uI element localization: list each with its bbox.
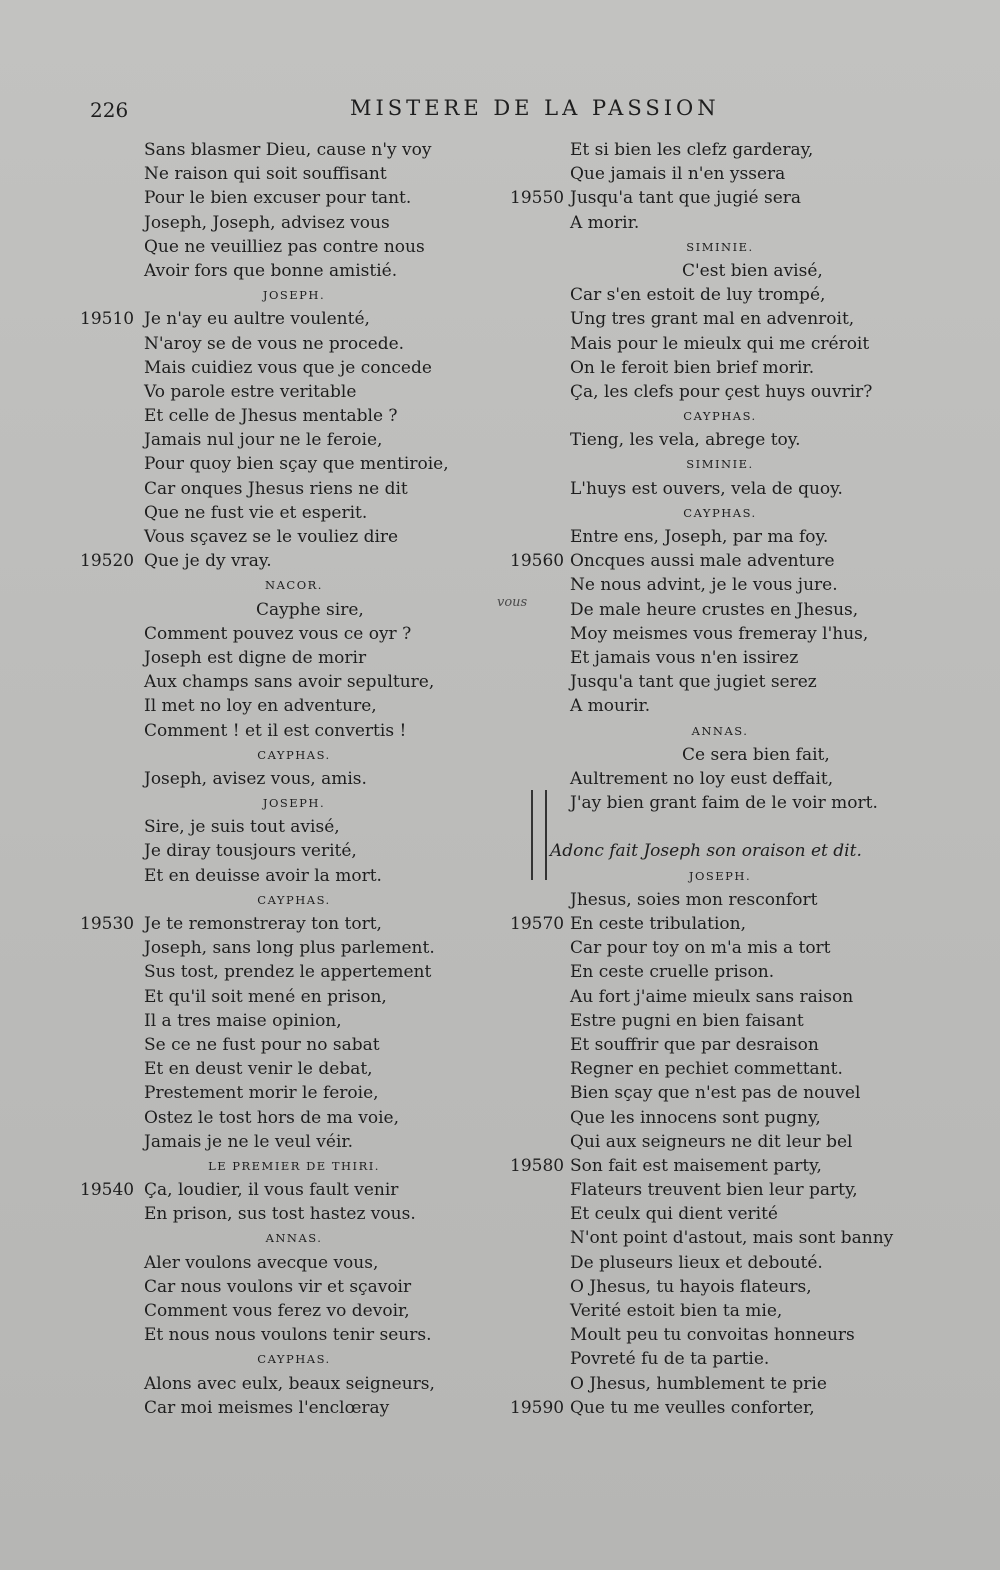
speaker-line xyxy=(80,283,460,307)
verse-line xyxy=(510,598,910,622)
verse-text: Jamais je ne le veul véir. xyxy=(144,1131,354,1152)
verse-line xyxy=(80,452,460,476)
verse-line xyxy=(510,428,910,452)
verse-text: Estre pugni en bien faisant xyxy=(570,1010,804,1031)
verse-line xyxy=(510,332,910,356)
verse-text: On le feroit bien brief morir. xyxy=(570,357,815,378)
verse-text: Joseph, sans long plus parlement. xyxy=(144,938,435,959)
stage-direction xyxy=(510,839,910,863)
verse-text: Et ceulx qui dient verité xyxy=(570,1204,778,1225)
line-number: 19580 xyxy=(510,1155,565,1176)
speaker-line xyxy=(510,501,910,525)
speaker-line xyxy=(80,573,460,597)
verse-text: A mourir. xyxy=(570,696,651,717)
speaker-name: JOSEPH. xyxy=(688,868,752,883)
speaker-name: LE PREMIER DE THIRI. xyxy=(208,1158,380,1173)
verse-text: Et jamais vous n'en issirez xyxy=(570,647,799,668)
verse-line xyxy=(80,186,460,210)
verse-text: Car onques Jhesus riens ne dit xyxy=(144,478,408,499)
verse-line xyxy=(80,1372,460,1396)
verse-line xyxy=(80,356,460,380)
verse-text: Et souffrir que par desraison xyxy=(570,1034,819,1055)
verse-text: Joseph est digne de morir xyxy=(144,647,367,668)
verse-text: Et en deust venir le debat, xyxy=(144,1059,373,1080)
verse-text: Joseph, Joseph, advisez vous xyxy=(144,212,390,233)
verse-text: Pour quoy bien sçay que mentiroie, xyxy=(144,454,449,475)
verse-text: Que ne fust vie et esperit. xyxy=(144,502,368,523)
left-column xyxy=(80,138,460,1420)
verse-text: Mais pour le mieulx qui me créroit xyxy=(570,333,870,354)
speaker-name: SIMINIE. xyxy=(686,457,754,472)
verse-line xyxy=(510,259,910,283)
speaker-name: CAYPHAS. xyxy=(683,409,757,424)
verse-line xyxy=(510,1347,910,1371)
verse-line xyxy=(510,1081,910,1105)
verse-text: Sus tost, prendez le appertement xyxy=(144,962,432,983)
verse-text: Sans blasmer Dieu, cause n'y voy xyxy=(144,140,432,160)
margin-bracket xyxy=(545,790,547,880)
verse-line xyxy=(80,622,460,646)
verse-text: Que tu me veulles conforter, xyxy=(570,1397,815,1418)
verse-text: A morir. xyxy=(570,212,640,233)
verse-line xyxy=(80,235,460,259)
verse-line xyxy=(80,501,460,525)
verse-line xyxy=(80,1106,460,1130)
verse-line xyxy=(80,912,460,936)
verse-line xyxy=(80,1396,460,1420)
verse-text: L'huys est ouvers, vela de quoy. xyxy=(570,478,843,499)
verse-line xyxy=(80,1130,460,1154)
verse-text: Jhesus, soies mon resconfort xyxy=(570,889,818,910)
verse-text: Oncques aussi male adventure xyxy=(570,551,835,572)
verse-line xyxy=(80,404,460,428)
speaker-line xyxy=(80,1226,460,1250)
verse-line xyxy=(80,1057,460,1081)
verse-text: De pluseurs lieux et debouté. xyxy=(570,1252,823,1273)
speaker-name: SIMINIE. xyxy=(686,239,754,254)
speaker-name: CAYPHAS. xyxy=(257,1352,331,1367)
verse-line xyxy=(510,477,910,501)
verse-text: Moy meismes vous fremeray l'hus, xyxy=(570,623,869,644)
verse-text: Pour le bien excuser pour tant. xyxy=(144,188,412,209)
verse-text: Sire, je suis tout avisé, xyxy=(144,817,340,838)
verse-line xyxy=(510,1275,910,1299)
verse-line xyxy=(510,138,910,162)
verse-line xyxy=(510,162,910,186)
verse-line xyxy=(80,307,460,331)
verse-text: Tieng, les vela, abrege toy. xyxy=(570,430,801,451)
verse-text: Car moi meismes l'enclœray xyxy=(144,1397,390,1418)
verse-text: Vous sçavez se le vouliez dire xyxy=(144,527,399,547)
verse-line xyxy=(80,985,460,1009)
line-number: 19570 xyxy=(510,914,565,934)
margin-annotation: vous xyxy=(497,595,528,610)
verse-line xyxy=(510,1372,910,1396)
verse-text: Je diray tousjours verité, xyxy=(144,841,357,862)
verse-text: Avoir fors que bonne amistié. xyxy=(144,260,398,281)
verse-text: Prestement morir le feroie, xyxy=(144,1083,379,1104)
verse-text: Vo parole estre veritable xyxy=(144,381,357,402)
speaker-line xyxy=(80,743,460,767)
verse-line xyxy=(80,694,460,718)
speaker-line xyxy=(80,888,460,912)
line-number: 19560 xyxy=(510,551,565,572)
verse-line xyxy=(80,839,460,863)
verse-line xyxy=(80,477,460,501)
verse-line xyxy=(80,670,460,694)
verse-line xyxy=(510,743,910,767)
verse-line xyxy=(80,1202,460,1226)
verse-line xyxy=(510,1154,910,1178)
verse-line xyxy=(80,1009,460,1033)
running-title: MISTERE DE LA PASSION xyxy=(350,96,720,120)
verse-text: Et nous nous voulons tenir seurs. xyxy=(144,1325,432,1346)
verse-line xyxy=(510,1057,910,1081)
verse-line xyxy=(510,1106,910,1130)
verse-line xyxy=(510,549,910,573)
verse-text: Comment vous ferez vo devoir, xyxy=(144,1301,410,1321)
verse-text: De male heure crustes en Jhesus, xyxy=(570,599,859,620)
verse-line xyxy=(510,694,910,718)
verse-text: Je n'ay eu aultre voulenté, xyxy=(144,309,370,330)
speaker-name: CAYPHAS. xyxy=(683,505,757,520)
verse-line xyxy=(80,162,460,186)
verse-line xyxy=(510,888,910,912)
speaker-line xyxy=(80,1154,460,1178)
verse-line xyxy=(510,985,910,1009)
verse-line xyxy=(80,1323,460,1347)
verse-text: Aultrement no loy eust deffait, xyxy=(570,768,834,789)
verse-line xyxy=(80,259,460,283)
verse-text: Il a tres maise opinion, xyxy=(144,1010,342,1031)
verse-text: Bien sçay que n'est pas de nouvel xyxy=(570,1083,861,1104)
speaker-line xyxy=(510,719,910,743)
speaker-line xyxy=(510,235,910,259)
verse-line xyxy=(80,864,460,888)
verse-text: Que jamais il n'en yssera xyxy=(570,164,786,185)
margin-bracket xyxy=(531,790,533,880)
speaker-name: JOSEPH. xyxy=(262,796,326,811)
line-number: 19550 xyxy=(510,188,565,209)
line-number: 19590 xyxy=(510,1397,565,1418)
verse-text: Il met no loy en adventure, xyxy=(144,696,377,717)
verse-text: Aler voulons avecque vous, xyxy=(144,1252,379,1273)
verse-text: Et qu'il soit mené en prison, xyxy=(144,986,387,1007)
line-number: 19510 xyxy=(80,309,135,330)
verse-text: Mais cuidiez vous que je concede xyxy=(144,357,432,378)
speaker-name: CAYPHAS. xyxy=(257,747,331,762)
verse-text: J'ay bien grant faim de le voir mort. xyxy=(570,793,878,814)
verse-text: Au fort j'aime mieulx sans raison xyxy=(570,986,854,1007)
verse-line xyxy=(510,186,910,210)
verse-text: Et celle de Jhesus mentable ? xyxy=(144,406,398,427)
verse-line xyxy=(510,1202,910,1226)
verse-text: Son fait est maisement party, xyxy=(570,1155,822,1176)
verse-line xyxy=(80,525,460,549)
verse-line xyxy=(510,1033,910,1057)
page-header xyxy=(0,96,1000,126)
speaker-name: NACOR. xyxy=(265,578,323,593)
verse-text: Jusqu'a tant que jugiet serez xyxy=(570,672,817,693)
verse-text: N'aroy se de vous ne procede. xyxy=(144,333,405,354)
verse-line xyxy=(510,1130,910,1154)
verse-line xyxy=(80,428,460,452)
verse-line xyxy=(80,960,460,984)
verse-line xyxy=(510,307,910,331)
verse-line xyxy=(510,1009,910,1033)
verse-text: Verité estoit bien ta mie, xyxy=(570,1301,783,1321)
verse-line xyxy=(80,1178,460,1202)
verse-text: Moult peu tu convoitas honneurs xyxy=(570,1325,855,1346)
line-number: 19530 xyxy=(80,914,135,934)
speaker-name: ANNAS. xyxy=(691,723,749,738)
verse-line xyxy=(80,1299,460,1323)
verse-text: Ça, loudier, il vous fault venir xyxy=(144,1180,399,1201)
verse-text: Comment pouvez vous ce oyr ? xyxy=(144,623,412,644)
speaker-name: JOSEPH. xyxy=(262,288,326,303)
speaker-line xyxy=(510,452,910,476)
verse-line xyxy=(510,670,910,694)
verse-text: Ung tres grant mal en advenroit, xyxy=(570,309,855,330)
verse-text: Que les innocens sont pugny, xyxy=(570,1107,821,1128)
speaker-line xyxy=(510,864,910,888)
verse-text: N'ont point d'astout, mais sont banny xyxy=(570,1228,894,1249)
speaker-name: ANNAS. xyxy=(265,1231,323,1246)
verse-text: Ostez le tost hors de ma voie, xyxy=(144,1107,400,1128)
verse-text: Ce sera bien fait, xyxy=(682,744,830,765)
verse-line xyxy=(510,1178,910,1202)
stage-direction-text: Adonc fait Joseph son oraison et dit. xyxy=(550,841,862,862)
verse-line xyxy=(510,646,910,670)
verse-line xyxy=(80,138,460,162)
blank-line xyxy=(510,815,910,839)
verse-line xyxy=(510,1226,910,1250)
verse-line xyxy=(80,936,460,960)
verse-line xyxy=(510,283,910,307)
verse-text: Jamais nul jour ne le feroie, xyxy=(144,430,383,451)
speaker-line xyxy=(510,404,910,428)
verse-text: Car pour toy on m'a mis a tort xyxy=(570,938,831,959)
verse-text: Car nous voulons vir et sçavoir xyxy=(144,1276,412,1297)
verse-line xyxy=(80,332,460,356)
verse-line xyxy=(510,1323,910,1347)
verse-text: Qui aux seigneurs ne dit leur bel xyxy=(570,1131,853,1152)
verse-line xyxy=(510,960,910,984)
verse-text: En ceste tribulation, xyxy=(570,914,747,934)
verse-line xyxy=(510,1299,910,1323)
verse-line xyxy=(510,791,910,815)
verse-text: Aux champs sans avoir sepulture, xyxy=(144,672,435,693)
verse-line xyxy=(80,815,460,839)
verse-text: Joseph, avisez vous, amis. xyxy=(144,768,367,789)
speaker-line xyxy=(80,791,460,815)
verse-text: O Jhesus, tu hayois flateurs, xyxy=(570,1276,812,1297)
verse-text: Ne raison qui soit souffisant xyxy=(144,164,387,185)
verse-line xyxy=(510,622,910,646)
verse-text: O Jhesus, humblement te prie xyxy=(570,1373,827,1394)
verse-text: Alons avec eulx, beaux seigneurs, xyxy=(144,1373,435,1394)
speaker-line xyxy=(80,1347,460,1371)
verse-text: Cayphe sire, xyxy=(256,599,364,620)
speaker-name: CAYPHAS. xyxy=(257,892,331,907)
verse-line xyxy=(80,719,460,743)
verse-line xyxy=(80,211,460,235)
verse-text: Jusqu'a tant que jugié sera xyxy=(570,188,802,209)
verse-line xyxy=(510,936,910,960)
verse-line xyxy=(510,1396,910,1420)
verse-line xyxy=(510,912,910,936)
verse-text: Que je dy vray. xyxy=(144,551,272,572)
verse-line xyxy=(510,767,910,791)
verse-line xyxy=(80,767,460,791)
verse-line xyxy=(510,525,910,549)
verse-line xyxy=(80,646,460,670)
verse-line xyxy=(80,1275,460,1299)
verse-text: Et si bien les clefz garderay, xyxy=(570,140,814,160)
verse-text: En ceste cruelle prison. xyxy=(570,962,775,983)
verse-text: Et en deuisse avoir la mort. xyxy=(144,865,382,886)
verse-line xyxy=(80,549,460,573)
verse-text: C'est bien avisé, xyxy=(682,260,823,281)
verse-line xyxy=(510,380,910,404)
verse-text: Que ne veuilliez pas contre nous xyxy=(144,236,425,257)
verse-line xyxy=(80,1033,460,1057)
verse-line xyxy=(510,573,910,597)
verse-text: Flateurs treuvent bien leur party, xyxy=(570,1180,858,1201)
verse-text: Entre ens, Joseph, par ma foy. xyxy=(570,527,829,547)
verse-text: Ça, les clefs pour çest huys ouvrir? xyxy=(570,381,873,402)
verse-line xyxy=(80,1251,460,1275)
verse-line xyxy=(510,356,910,380)
verse-text: En prison, sus tost hastez vous. xyxy=(144,1204,416,1225)
verse-text: Se ce ne fust pour no sabat xyxy=(144,1034,380,1055)
line-number: 19540 xyxy=(80,1180,135,1201)
verse-line xyxy=(80,598,460,622)
line-number: 19520 xyxy=(80,551,135,572)
verse-text: Ne nous advint, je le vous jure. xyxy=(570,575,838,596)
page-number: 226 xyxy=(90,98,129,122)
verse-text: Regner en pechiet commettant. xyxy=(570,1059,843,1080)
verse-line xyxy=(510,1251,910,1275)
verse-line xyxy=(510,211,910,235)
verse-text: Car s'en estoit de luy trompé, xyxy=(570,285,826,306)
right-column xyxy=(510,138,910,1420)
verse-line xyxy=(80,380,460,404)
verse-text: Je te remonstreray ton tort, xyxy=(144,914,382,934)
verse-text: Comment ! et il est convertis ! xyxy=(144,720,407,741)
verse-line xyxy=(80,1081,460,1105)
verse-text: Povreté fu de ta partie. xyxy=(570,1349,770,1370)
